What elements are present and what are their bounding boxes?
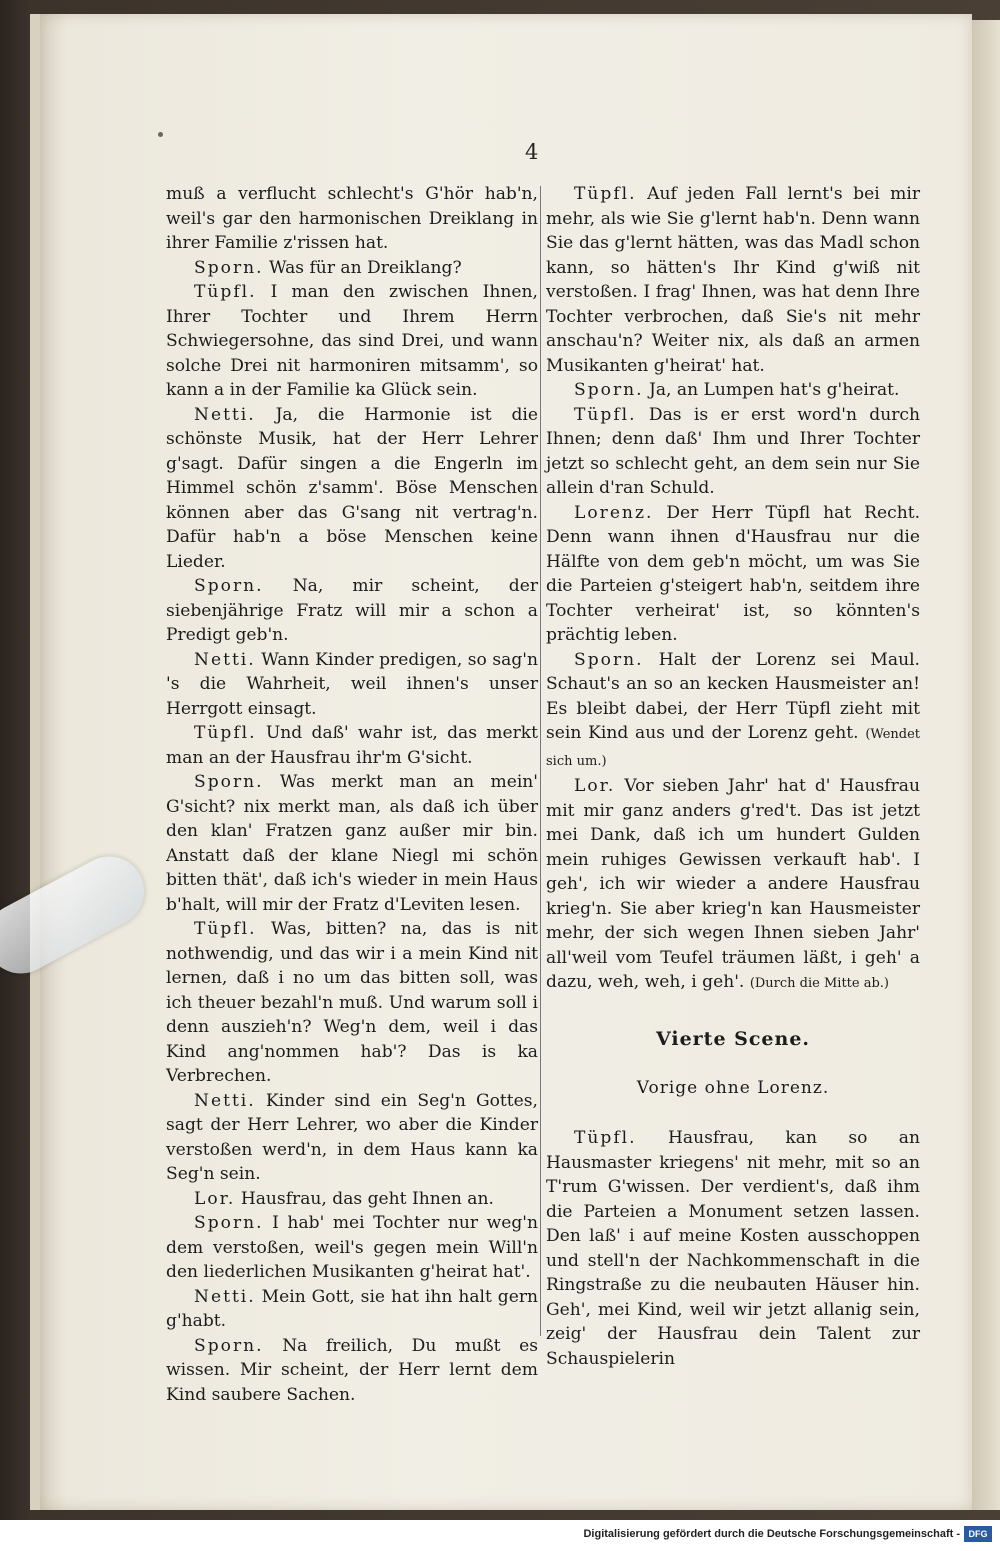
stage-direction: (Wendet sich um.) [546, 727, 921, 769]
speaker-name: Tüpfl. [194, 723, 257, 743]
dialogue-text: Hausfrau, das geht Ihnen an. [240, 1188, 494, 1209]
dialogue-paragraph [546, 774, 920, 997]
dialogue-text: Kinder sind ein Seg'n Gottes, sagt der Herr Lehrer, wo aber die Kinder verstoßen werd'n, in dem Haus kann ka Seg'n sein. [166, 1090, 538, 1184]
funding-credit: Digitalisierung gefördert durch die Deutsche Forschungsgemeinschaft - [583, 1528, 960, 1540]
speaker-name: Sporn. [194, 576, 264, 596]
right-text-column-continued [546, 1126, 920, 1371]
paper-speck [158, 132, 163, 137]
dialogue-text: Vor sieben Jahr' hat d' Hausfrau mit mir ganz anders g'red't. Das ist jetzt mei Dank, daß ich um hundert Gulden mein ruhiges Gewissen verkauft hab'. I geh', ich wir wieder a andere Hausfrau krieg'n. Sie aber krieg'n kan Hausmeister mehr, der sich wegen Ihnen sieben Jahr' all'weil vom Teufel träumen läßt, i geh' a dazu, weh, weh, i geh'. [546, 776, 921, 992]
page-number: 4 [525, 140, 539, 164]
dialogue-text: Halt der Lorenz sei Maul. Schaut's an so an kecken Hausmeister an! Es bleibt dabei, der Herr Tüpfl zieht mit sein Kind aus und der Lorenz geht. [546, 649, 920, 743]
speaker-name: Lorenz. [574, 502, 654, 523]
dialogue-text: Was für an Dreiklang? [269, 257, 462, 278]
dialogue-paragraph [166, 182, 538, 256]
dialogue-text: Was merkt man an mein' G'sicht? nix merkt man, als daß ich über den klan' Fratzen ganz außer mir bin. Anstatt daß der klane Niegl mi schön bitten thät', daß ich's wieder in mein Haus b'halt, will mir der Fratz d'Leviten lesen. [166, 772, 538, 915]
speaker-name: Sporn. [194, 1213, 264, 1233]
dialogue-paragraph [546, 182, 920, 378]
left-text-column [166, 182, 538, 1407]
stage-direction: (Durch die Mitte ab.) [749, 976, 890, 991]
dialogue-text: Na, mir scheint, der siebenjährige Fratz will mir a schon a Predigt geb'n. [166, 576, 538, 645]
speaker-name: Sporn. [194, 1335, 264, 1356]
dialogue-paragraph [166, 917, 538, 1089]
speaker-name: Tüpfl. [574, 1128, 637, 1148]
speaker-name: Netti. [194, 1286, 256, 1307]
speaker-name: Tüpfl. [194, 282, 257, 302]
dialogue-text: Und daß' wahr ist, das merkt man an der Hausfrau ihr'm G'sicht. [166, 723, 539, 768]
dialogue-text: Ja, an Lumpen hat's g'heirat. [649, 380, 900, 400]
speaker-name: Lor. [194, 1188, 236, 1209]
speaker-name: Netti. [194, 404, 256, 425]
dialogue-paragraph [166, 648, 538, 722]
footer-bar [0, 1520, 1000, 1551]
dialogue-paragraph [166, 1285, 538, 1334]
dialogue-paragraph [546, 501, 920, 648]
dialogue-paragraph [166, 1334, 538, 1408]
speaker-name: Lor. [574, 776, 616, 796]
dialogue-text: I hab' mei Tochter nur weg'n dem verstoßen, weil's gegen mein Will'n den liederlichen Musikanten g'heirat hat'. [166, 1213, 538, 1282]
dialogue-paragraph [166, 574, 538, 648]
dialogue-paragraph [166, 1187, 538, 1212]
dialogue-text: Mein Gott, sie hat ihn halt gern g'habt. [166, 1286, 539, 1331]
speaker-name: Tüpfl. [194, 919, 257, 939]
dialogue-paragraph [166, 280, 538, 403]
dialogue-paragraph [166, 256, 538, 281]
scene-title: Vierte Scene. [655, 1028, 811, 1050]
speaker-name: Sporn. [194, 772, 264, 792]
dialogue-text: Auf jeden Fall lernt's bei mir mehr, als wie Sie g'lernt hab'n. Denn wann Sie das g'lernt hätten, was das Madl schon kann, so hätten's Ihr Kind g'wiß nit verstoßen. I frag' Ihnen, was hat denn Ihre Tochter verbrochen, daß Sie's nit mehr anschau'n? Weiter nix, als daß an armen Musikanten g'heirat' hat. [546, 184, 921, 376]
dialogue-paragraph [166, 1211, 538, 1285]
dialogue-text: muß a verflucht schlecht's G'hör hab'n, weil's gar den harmonischen Dreiklang in ihrer Familie z'rissen hat. [166, 184, 538, 253]
speaker-name: Tüpfl. [574, 404, 637, 425]
speaker-name: Netti. [194, 1090, 256, 1111]
dialogue-paragraph [166, 403, 538, 575]
dialogue-paragraph [166, 1089, 538, 1187]
dfg-logo-icon: DFG [964, 1526, 992, 1542]
right-text-column [546, 182, 920, 997]
dialogue-paragraph [546, 378, 920, 403]
dialogue-text: Was, bitten? na, das is nit nothwendig, und das wir i a mein Kind nit lernen, daß i no um das bitten soll, was ich theuer bezahl'n muß. Und warum soll i denn auszieh'n? Weg'n dem, weil i das Kind ang'nommen hab'? Das is ka Verbrechen. [166, 919, 539, 1086]
dialogue-paragraph [166, 770, 538, 917]
dialogue-text: Ja, die Harmonie ist die schönste Musik, hat der Herr Lehrer g'sagt. Dafür singen a die Engerln im Himmel schön z'samm'. Böse Menschen können aber das G'sang nit vertrag'n. Dafür hab'n a böse Menschen keine Lieder. [166, 404, 538, 572]
speaker-name: Netti. [194, 649, 256, 670]
speaker-name: Sporn. [574, 649, 644, 670]
dialogue-paragraph [546, 1126, 920, 1371]
dialogue-paragraph [546, 648, 920, 775]
dialogue-text: Hausfrau, kan so an Hausmaster kriegens' nit mehr, mit so an T'rum G'wissen. Der verdient's, daß ihm die Parteien a Monument setzen lassen. Den laß' i auf meine Kosten ausschoppen und stell'n der Nachkommenschaft in die Ringstraße zu die neubauten Häuser hin. Geh', mei Kind, weil wir jetzt allanig sein, zeig' der Hausfrau dein Talent zur Schauspielerin [546, 1128, 921, 1369]
dialogue-text: Das is er erst word'n durch Ihnen; denn daß' Ihm und Ihrer Tochter jetzt so schlecht geht, an dem sein nur Sie allein d'ran Schuld. [546, 404, 920, 498]
scene-subtitle: Vorige ohne Lorenz. [636, 1078, 830, 1098]
dialogue-text: I man den zwischen Ihnen, Ihrer Tochter und Ihrem Herrn Schwiegersohne, das sind Drei, und wann solche Drei nit harmoniren mitsamm', so kann a in der Familie ka Glück sein. [166, 282, 538, 400]
dialogue-text: Na freilich, Du mußt es wissen. Mir scheint, der Herr lernt dem Kind saubere Sachen. [166, 1335, 538, 1405]
dialogue-text: Der Herr Tüpfl hat Recht. Denn wann ihnen d'Hausfrau nur die Hälfte von dem geb'n möcht, um was Sie die Parteien g'steigert hab'n, seitdem ihre Tochter verheirat' ist, so könnten's prächtig leben. [546, 502, 921, 645]
speaker-name: Tüpfl. [574, 184, 637, 204]
dialogue-paragraph [546, 403, 920, 501]
dialogue-text: Wann Kinder predigen, so sag'n 's die Wahrheit, weil ihnen's unser Herrgott einsagt. [166, 649, 538, 719]
speaker-name: Sporn. [194, 257, 264, 278]
dialogue-paragraph [166, 721, 538, 770]
speaker-name: Sporn. [574, 380, 644, 400]
adjacent-page-edge [972, 20, 1000, 1510]
column-divider [540, 186, 541, 1336]
